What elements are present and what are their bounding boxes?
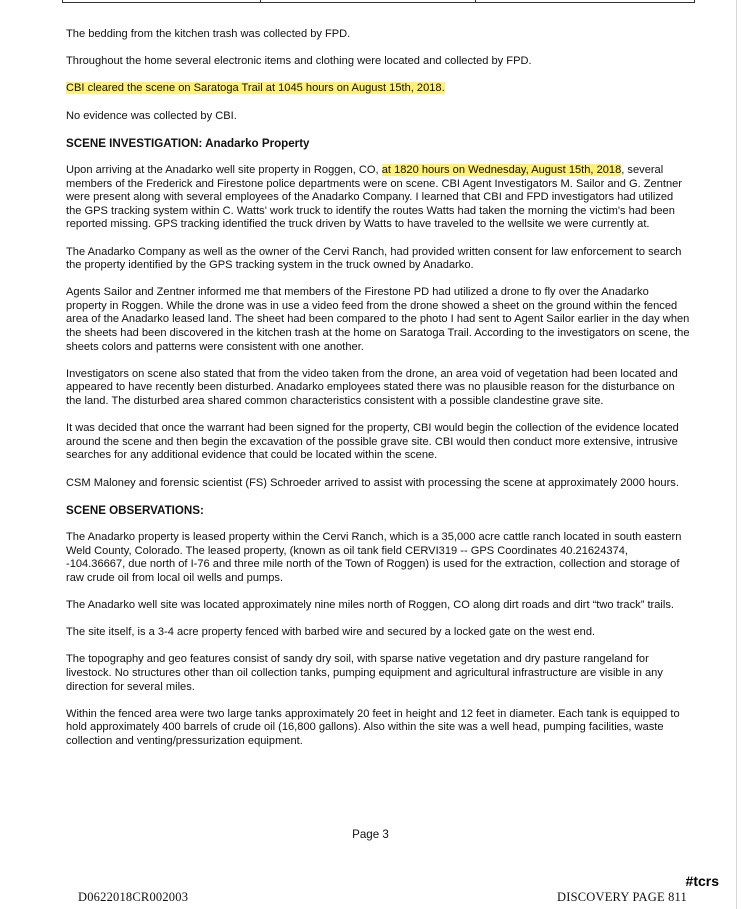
text-run: , several members of the Frederick and Firestone police departments were on scene. CBI Agent Investigators M. Sailor and G. Zentner were present along with several employees of the Anadarko Company. I learned that CBI and FPD investigators had utilized the GPS tracking system within C. Watts' work truck to identify the routes Watts had taken the morning the victim's had been reported missing. GPS tracking identified the truck driven by Watts to have traveled to the wellsite we were currently at. [66,163,683,231]
section-heading: SCENE INVESTIGATION: Anadarko Property [66,136,310,150]
text-run: Upon arriving at the Anadarko well site property in Roggen, CO, [66,163,379,176]
highlight: at 1820 hours on Wednesday, August 15th, 2018 [381,163,622,176]
paragraph: The Anadarko property is leased property within the Cervi Ranch, which is a 35,000 acre cattle ranch located in south eastern Weld County, Colorado. The leased property, (known as oil tank field CERVI319 -- GPS Coordinates 40.21624374, -104.36667, due north of I-76 and three mile north of the Town of Roggen) is used for the extraction, collection and storage of raw crude oil from local oil wells and pumps. [66,530,682,584]
highlight: CBI cleared the scene on Saratoga Trail at 1045 hours on August 15th, 2018. [66,82,445,95]
page-edge [736,0,737,909]
paragraph: The Anadarko well site was located approximately nine miles north of Roggen, CO along dirt roads and dirt “two track” trails. [66,598,674,611]
hashtag-watermark: #tcrs [685,873,719,889]
paragraph: Investigators on scene also stated that from the video taken from the drone, an area void of vegetation had been located and appeared to have recently been disturbed. Anadarko employees stated there was no plausible reason for the disturbance on the land. The disturbed area shared common characteristics consistent with a possible clandestine grave site. [66,367,678,408]
table-bottom-border [62,0,695,3]
section-heading: SCENE OBSERVATIONS: [66,503,204,517]
paragraph: The topography and geo features consist of sandy dry soil, with sparse native vegetation and dry pasture rangeland for livestock. No structures other than oil collection tanks, pumping equipment and agricultural infrastructure are visible in any direction for several miles. [66,653,663,693]
paragraph: CSM Maloney and forensic scientist (FS) Schroeder arrived to assist with processing the scene at approximately 2000 hours. [66,476,679,489]
paragraph: The bedding from the kitchen trash was collected by FPD. [66,28,351,40]
paragraph [66,164,690,232]
discovery-page-label: DISCOVERY PAGE 811 [556,890,687,904]
paragraph: Within the fenced area were two large tanks approximately 20 feet in height and 12 feet in diameter. Each tank is equipped to hold approximately 400 barrels of crude oil (16,800 gallons). Also within the site was a well head, pumping facilities, waste collection and venting/pressurization equipment. [66,707,680,747]
paragraph: Agents Sailor and Zentner informed me that members of the Firestone PD had utilized a drone to fly over the Anadarko property in Roggen. While the drone was in use a video feed from the drone showed a sheet on the ground within the fenced area of the Anadarko leased land. The sheet had been compared to the photo I had sent to Agent Sailor earlier in the day when the sheets had been discovered in the kitchen trash at the home on Saratoga Trail. According to the investigators on scene, the sheets colors and patterns were consistent with one another. [66,286,690,353]
document-body [66,28,690,762]
document-id: D0622018CR002003 [78,890,189,904]
paragraph: The Anadarko Company as well as the owner of the Cervi Ranch, had provided written consent for law enforcement to search the property identified by the GPS tracking system in the truck owned by Anadarko. [66,245,682,272]
page-number: Page 3 [352,828,389,841]
paragraph: It was decided that once the warrant had been signed for the property, CBI would begin the collection of the evidence located around the scene and then begin the excavation of the possible grave site. CBI would then conduct more extensive, intrusive searches for any additional evidence that could be located within the scene. [66,422,679,462]
highlighted-paragraph [66,82,690,96]
paragraph: No evidence was collected by CBI. [66,109,237,122]
paragraph: The site itself, is a 3-4 acre property fenced with barbed wire and secured by a locked gate on the west end. [66,626,596,639]
paragraph: Throughout the home several electronic items and clothing were located and collected by FPD. [66,55,532,68]
